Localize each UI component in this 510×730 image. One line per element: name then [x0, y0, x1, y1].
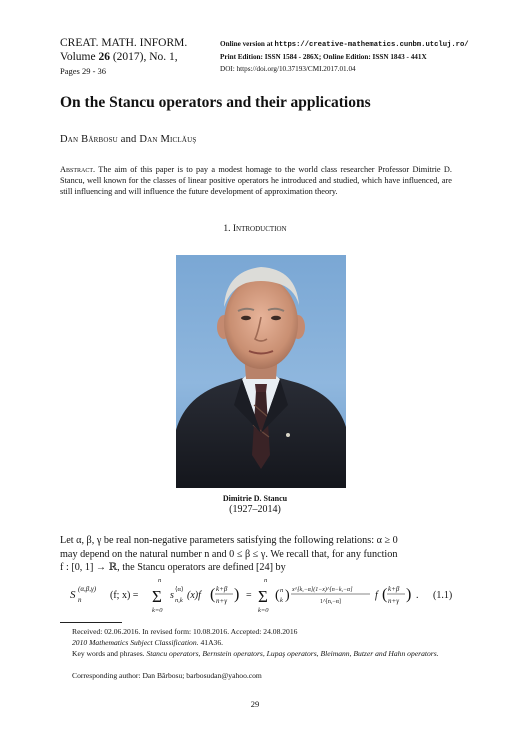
equation-1-1: [70, 578, 470, 614]
eq-sum2-sigma: Σ: [258, 587, 268, 606]
eq-lhs-symbol: S: [70, 589, 76, 601]
authors: [60, 134, 196, 145]
intro-line-2: may depend on the natural number n and 0 ≤ β ≤ γ. We recall that, for any function: [60, 548, 398, 560]
portrait-illustration: [176, 255, 346, 488]
page-number: 29: [250, 699, 260, 709]
issn-line: Print Edition: ISSN 1584 - 286X; Online Edition: ISSN 1843 - 441X: [220, 53, 427, 61]
footnote-rule: [60, 622, 122, 623]
eq-lhs-sup: (α,β,γ): [78, 585, 97, 593]
eq-s-symbol: s: [170, 590, 174, 601]
section-title: Introduction: [232, 224, 287, 234]
eq-binom-close: ): [285, 588, 290, 603]
eq-paren-close-1: ): [234, 586, 240, 603]
intro-line-1: Let α, β, γ be real non-negative parameters satisfying the following relations: α ≥ 0: [60, 535, 398, 546]
footnote-received: Received: 02.06.2016. In revised form: 10.08.2016. Accepted: 24.08.2016: [72, 627, 298, 636]
section-heading: [0, 224, 510, 234]
online-info: [220, 38, 469, 75]
eq-lhs-sub: n: [78, 596, 82, 604]
eq-f: f: [375, 590, 378, 601]
equation-number: (1.1): [433, 590, 453, 601]
eq-paren-close-2: ): [406, 586, 412, 603]
eq-s-sub: n,k: [175, 597, 183, 604]
eq-frac3-den: n+γ: [388, 597, 399, 605]
eq-period: .: [416, 590, 419, 601]
abstract-text: The aim of this paper is to pay a modest homage to the world class researcher Professor Dimitrie D. Stancu, well known for the classes of linear positive operators he introduced and studied, which have influenced, are still influencing and will influence the future development of approximation theory.: [60, 165, 452, 197]
journal-pages: Pages 29 - 36: [60, 66, 107, 76]
eq-lhs-arg: (f; x) =: [110, 590, 139, 601]
eq-paren-open-1: (: [210, 586, 216, 603]
eq-sum1-top: n: [158, 577, 162, 584]
author-2: Dan Miclăuş: [139, 134, 197, 145]
photo-caption-name: Dimitrie D. Stancu: [222, 494, 288, 503]
eq-frac1-den: n+γ: [216, 597, 227, 605]
eq-frac2-num: x^[k,−α](1−x)^[n−k,−α]: [292, 587, 353, 593]
eq-frac3-num: k+β: [388, 585, 400, 593]
journal-name: CREAT. MATH. INFORM.: [60, 37, 188, 49]
eq-sum2-top: n: [264, 577, 268, 584]
intro-paragraph: [60, 534, 460, 575]
footnote-msc: 2010 Mathematics Subject Classification. 41A36.: [72, 638, 224, 647]
abstract-label: Abstract.: [60, 165, 96, 174]
eq-sum1-sigma: Σ: [152, 587, 162, 606]
eq-s-sup: ⟨α⟩: [175, 586, 184, 593]
footnote-keywords: Key words and phrases. Stancu operators, Bernstein operators, Lupaş operators, Bleimann, Butzer and Hahn operators.: [72, 649, 439, 658]
authors-conjunction: and: [120, 134, 137, 145]
journal-url-link[interactable]: https://creative-mathematics.cunbm.utcluj.ro/: [274, 41, 469, 49]
eq-s-arg: (x)f: [187, 590, 201, 601]
photo-caption-years: (1927–2014): [229, 504, 281, 515]
portrait-photo: [176, 255, 346, 488]
journal-volume: Volume 26 (2017), No. 1,: [60, 51, 178, 63]
eq-binom-open: (: [275, 588, 280, 603]
abstract: [60, 164, 452, 198]
journal-info: [60, 36, 187, 78]
equation-svg: [70, 578, 430, 614]
author-1: Dan Bărbosu: [60, 134, 118, 145]
eq-sum2-bottom: k=0: [258, 607, 269, 614]
doi-line[interactable]: DOI: https://doi.org/10.37193/CMI.2017.01.04: [220, 65, 356, 73]
eq-equals: =: [246, 590, 252, 601]
eq-frac2-den: 1^[n,−α]: [320, 599, 341, 605]
eq-binom-top: n: [280, 587, 284, 594]
eq-paren-open-2: (: [382, 586, 388, 603]
eq-binom-bottom: k: [280, 597, 283, 604]
footnote-corresponding: Corresponding author: Dan Bărbosu; barbosudan@yahoo.com: [72, 671, 262, 680]
online-version: Online version at https://creative-mathematics.cunbm.utcluj.ro/: [220, 40, 469, 49]
eq-frac1-num: k+β: [216, 585, 228, 593]
paper-title: On the Stancu operators and their applications: [60, 94, 371, 111]
intro-line-3: f : [0, 1] → ℝ, the Stancu operators are defined [24] by: [60, 562, 286, 574]
section-number: 1.: [223, 224, 231, 234]
eq-sum1-bottom: k=0: [152, 607, 163, 614]
